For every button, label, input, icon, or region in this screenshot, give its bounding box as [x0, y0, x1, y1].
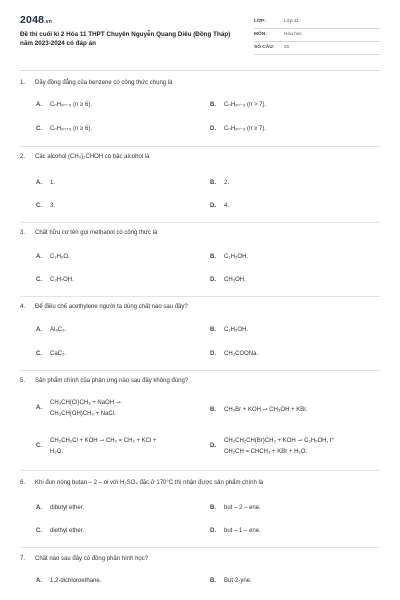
option-letter: B. — [210, 407, 216, 413]
option-letter: A. — [36, 404, 42, 411]
question-7 — [20, 556, 380, 564]
question-stem — [20, 480, 380, 488]
option-b[interactable] — [210, 327, 248, 335]
option-c[interactable] — [36, 436, 156, 457]
exam-meta — [254, 16, 380, 55]
option-text: C₂H₅OH. — [224, 254, 249, 260]
option-c[interactable] — [36, 528, 84, 536]
question-divider — [20, 222, 380, 223]
question-number: 2. — [20, 154, 26, 160]
option-letter: D. — [210, 442, 216, 449]
question-number: 7. — [20, 556, 26, 562]
logo-text: 2048 — [20, 14, 45, 26]
question-6 — [20, 480, 380, 488]
option-letter: C. — [36, 203, 42, 209]
option-d[interactable] — [210, 126, 266, 134]
option-d[interactable] — [210, 528, 261, 536]
question-number: 6. — [20, 480, 26, 486]
question-number: 3. — [20, 230, 26, 236]
question-text: Sản phẩm chính của phản ứng nào sau đây không đúng? — [35, 378, 189, 384]
question-4 — [20, 304, 380, 312]
reaction-reactants: CH₃CH₂Cl + KOH ⇀ CH₂ = CH₂ + KCl + — [50, 438, 157, 444]
option-a[interactable] — [36, 398, 121, 419]
option-a[interactable] — [36, 505, 84, 513]
option-text: CaC₂. — [50, 351, 66, 357]
question-number: 5. — [20, 378, 26, 384]
option-text: CH₃OH. — [224, 277, 246, 283]
option-letter: A. — [36, 327, 42, 333]
question-text: Dãy đồng đẳng của benzene có công thức chung là — [35, 80, 173, 86]
logo-suffix: .vn — [44, 19, 52, 25]
question-text: Chất nào sau đây có đồng phân hình học? — [35, 556, 149, 562]
option-d[interactable] — [210, 351, 258, 359]
option-letter: D. — [210, 528, 216, 534]
question-5 — [20, 378, 380, 386]
option-text: but – 1 – ene. — [224, 528, 261, 534]
option-letter: A. — [36, 578, 42, 584]
meta-class — [254, 16, 380, 29]
reaction-reactants: CH₃CH₂CH(Br)CH₃ + KOH ⇀ C₂H₅OH, t° — [224, 438, 334, 444]
option-text: CₙH₂ₙ₋₆ (n ≥ 6). — [50, 102, 92, 108]
option-a[interactable] — [36, 180, 55, 188]
header-divider — [20, 70, 380, 71]
option-text — [50, 398, 121, 419]
question-stem — [20, 230, 380, 238]
meta-value: 31 — [284, 45, 290, 50]
option-d[interactable] — [210, 436, 334, 457]
option-text — [50, 436, 156, 457]
question-stem — [20, 80, 380, 88]
option-letter: B. — [210, 254, 216, 260]
option-a[interactable] — [36, 102, 92, 110]
question-number: 4. — [20, 304, 26, 310]
option-letter: D. — [210, 126, 216, 132]
option-letter: B. — [210, 327, 216, 333]
option-a[interactable] — [36, 327, 66, 335]
option-letter: D. — [210, 277, 216, 283]
option-letter: B. — [210, 505, 216, 511]
question-stem — [20, 378, 380, 386]
option-letter: B. — [210, 578, 216, 584]
question-2 — [20, 154, 380, 162]
option-letter: A. — [36, 102, 42, 108]
option-text — [224, 436, 334, 457]
question-divider — [20, 547, 380, 548]
site-logo[interactable] — [20, 14, 52, 27]
meta-key: MÔN: — [254, 32, 267, 37]
question-text: Để điều chế acethylene người ta dùng chất nào sau đây? — [35, 304, 188, 310]
question-stem — [20, 556, 380, 564]
option-letter: C. — [36, 442, 42, 449]
question-text: Các alcohol (CH₃)₂CHOH có bậc alcohol là — [35, 154, 150, 160]
option-b[interactable] — [210, 254, 248, 262]
option-letter: C. — [36, 351, 42, 357]
option-text: but – 2 – ene. — [224, 505, 261, 511]
meta-key: LỚP: — [254, 19, 266, 24]
option-b[interactable] — [210, 578, 252, 586]
meta-subject — [254, 29, 380, 42]
option-letter: C. — [36, 126, 42, 132]
question-divider — [20, 370, 380, 371]
question-text: Khi đun nóng butan – 2 – ol với H₂SO₄ đặc ở 170°C thì nhận được sản phẩm chính là — [35, 480, 264, 486]
option-text: CH₃COONa. — [224, 351, 259, 357]
exam-title: Đề thi cuối kì 2 Hóa 11 THPT Chuyên Nguyễn Quang Diêu (Đồng Tháp) năm 2023-2024 có đáp án — [20, 31, 231, 48]
meta-value: Hóa học — [284, 32, 302, 37]
option-text: C₂H₅OH. — [224, 327, 249, 333]
reaction-products: CH₃CH = CHCH₃ + KBr + H₂O. — [224, 448, 308, 455]
question-stem — [20, 304, 380, 312]
option-text: 1,2-dichloroethane. — [50, 578, 102, 584]
option-text: But-2-yne. — [224, 578, 252, 584]
option-b[interactable] — [210, 505, 261, 513]
option-text: 4. — [224, 203, 230, 209]
option-d[interactable] — [210, 203, 229, 211]
reaction-products: H₂O. — [50, 448, 63, 455]
question-divider — [20, 470, 380, 471]
option-letter: A. — [36, 505, 42, 511]
option-text: 1. — [50, 180, 56, 186]
option-c[interactable] — [36, 277, 74, 285]
option-text: CₙH₂ₙ₋₆ (n ≥ 7). — [224, 126, 266, 132]
option-letter: C. — [36, 528, 42, 534]
option-text: 3. — [50, 203, 56, 209]
option-text: 2. — [224, 180, 230, 186]
option-c[interactable] — [36, 126, 92, 134]
option-text: CₙH₂ₙ₋₆ (n > 7). — [224, 102, 267, 108]
option-text: CₙH₂ₙ₊₆ (n ≥ 6). — [50, 126, 92, 132]
reaction-products: CH₃CH(OH)CH₃ + NaCl. — [50, 410, 116, 417]
option-letter: C. — [36, 277, 42, 283]
option-c[interactable] — [36, 351, 66, 359]
question-divider — [20, 296, 380, 297]
meta-question-count — [254, 42, 380, 55]
option-letter: A. — [36, 254, 42, 260]
question-divider — [20, 146, 380, 147]
option-b[interactable] — [210, 102, 266, 110]
option-a[interactable] — [36, 578, 101, 586]
option-a[interactable] — [36, 254, 70, 262]
option-letter: D. — [210, 351, 216, 357]
question-1 — [20, 80, 380, 88]
option-text: C₂H₆O. — [50, 254, 70, 260]
option-letter: B. — [210, 180, 216, 186]
question-text: Chất hữu cơ tên gọi methanol có công thức là — [35, 230, 158, 236]
option-letter: D. — [210, 203, 216, 209]
meta-key: SỐ CÂU: — [254, 45, 275, 50]
option-c[interactable] — [36, 203, 55, 211]
option-text: CH₃Br + KOH ⇀ CH₃OH + KBr. — [224, 407, 308, 413]
meta-value: Lớp 11 — [284, 19, 299, 24]
option-letter: B. — [210, 102, 216, 108]
option-text: Al₄C₃. — [50, 327, 67, 333]
question-number: 1. — [20, 80, 26, 86]
question-3 — [20, 230, 380, 238]
option-b[interactable] — [210, 407, 308, 415]
option-letter: A. — [36, 180, 42, 186]
option-d[interactable] — [210, 277, 246, 285]
option-text: dibutyl ether. — [50, 505, 85, 511]
question-stem — [20, 154, 380, 162]
option-text: C₃H₇OH. — [50, 277, 74, 283]
reaction-reactants: CH₃CH(Cl)CH₃ + NaOH ⇀ — [50, 400, 121, 406]
option-text: diethyl ether. — [50, 528, 85, 534]
option-b[interactable] — [210, 180, 229, 188]
